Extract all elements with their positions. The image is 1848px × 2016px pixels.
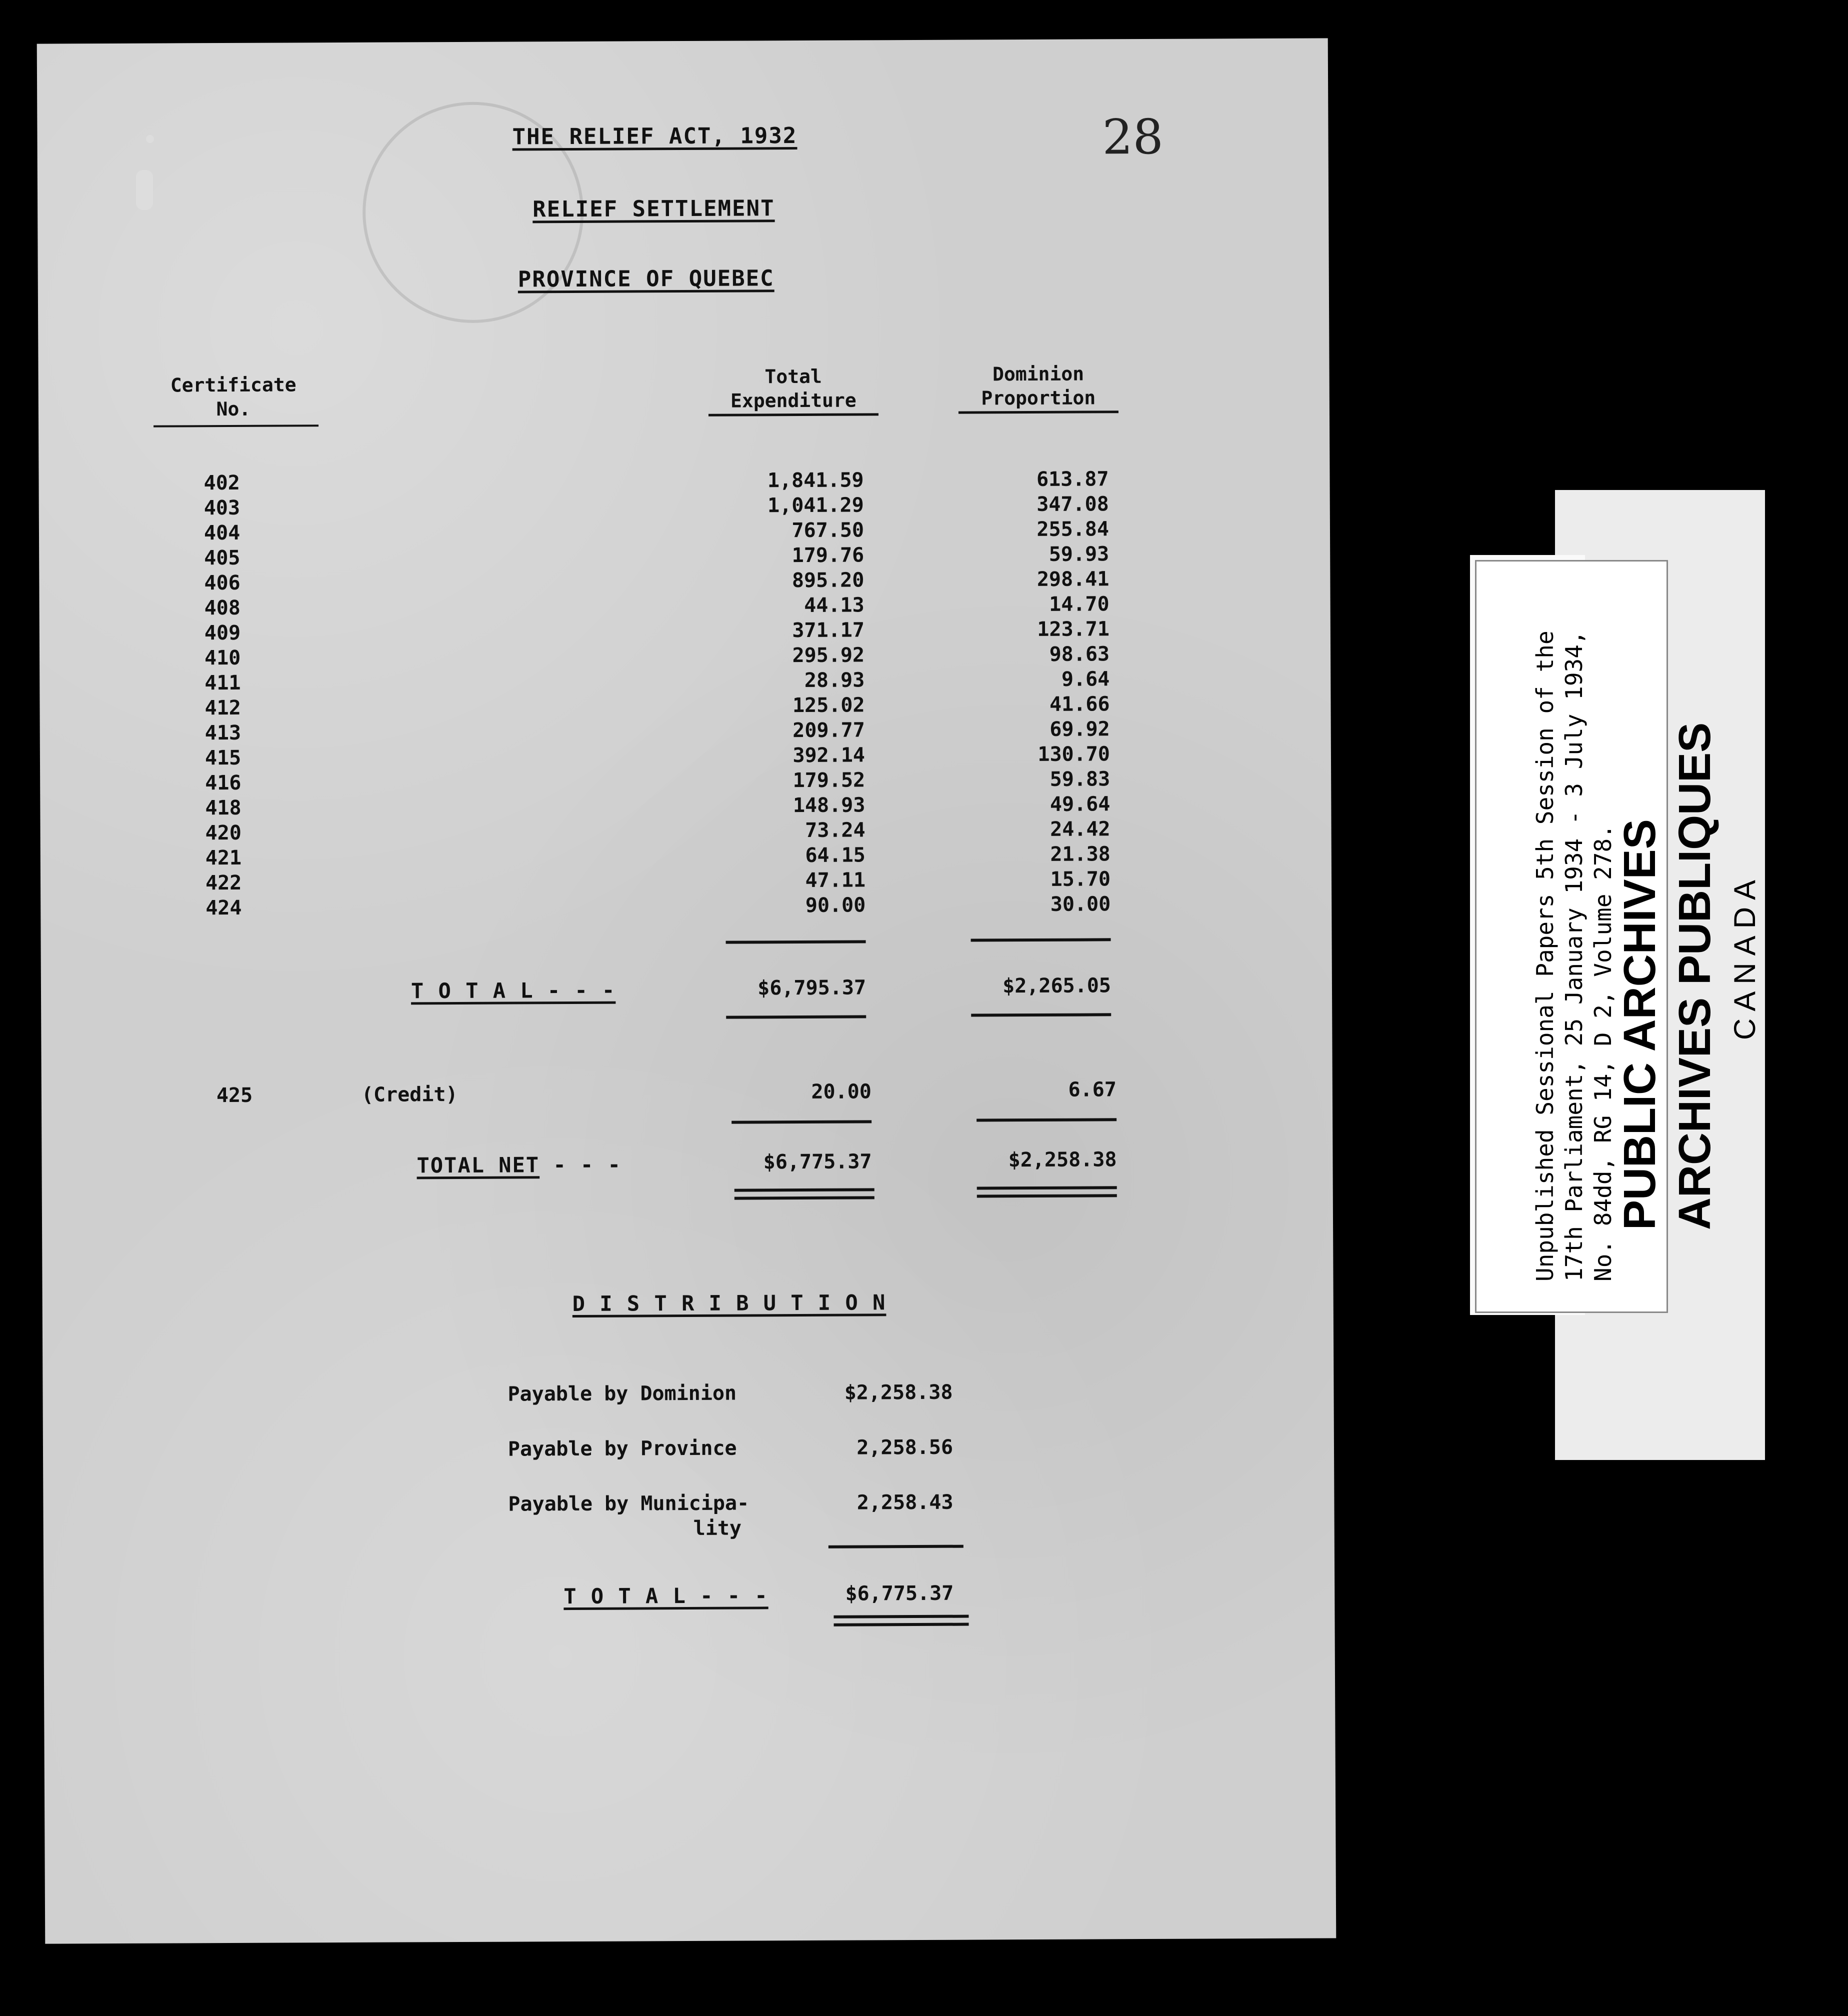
certificate-number: 413 (204, 721, 242, 745)
microfilm-note (1530, 630, 1618, 1282)
total-expenditure-header-line1: Total (764, 365, 822, 388)
dist-label-municipality (508, 1490, 749, 1542)
total-label (411, 978, 616, 1004)
total-expenditure-sum: $6,795.37 (758, 976, 866, 1000)
credit-rule-right (976, 1118, 1116, 1122)
total-net-expenditure: $6,775.37 (763, 1150, 872, 1174)
certificate-number: 412 (204, 696, 241, 720)
certificate-number: 405 (204, 546, 240, 570)
dist-double-rule-2 (834, 1623, 969, 1626)
dominion-proportion-value: 49.64 (1050, 792, 1110, 816)
total-expenditure-header-line2: Expenditure (708, 388, 878, 416)
net-double-rule-1-left (734, 1188, 874, 1192)
certificate-header-rule (154, 424, 318, 427)
dominion-proportion-column (964, 466, 1110, 917)
credit-dominion: 6.67 (1068, 1078, 1116, 1102)
total-dominion-sum: $2,265.05 (1002, 974, 1112, 998)
dominion-proportion-value: 59.93 (1048, 542, 1110, 566)
dominion-proportion-value: 613.87 (1036, 468, 1109, 491)
certificate-header (154, 372, 314, 421)
dominion-proportion-value: 41.66 (1049, 692, 1110, 716)
net-double-rule-1-right (977, 1186, 1117, 1190)
net-double-rule-2-left (734, 1196, 874, 1200)
total-rule-bottom-left (726, 1015, 866, 1018)
total-expenditure-value: 392.14 (792, 744, 866, 768)
act-title: THE RELIEF ACT, 1932 (512, 123, 798, 150)
dominion-proportion-value: 98.63 (1049, 642, 1110, 666)
total-net-dominion: $2,258.38 (1008, 1148, 1117, 1172)
province-title: PROVINCE OF QUEBEC (518, 266, 774, 292)
dominion-proportion-header (958, 362, 1118, 414)
total-expenditure-value: 179.76 (792, 544, 864, 568)
microfilm-note-line2: 17th Parliament, 25 January 1934 - 3 July 1934, (1560, 630, 1588, 1282)
certificate-number: 424 (206, 896, 242, 920)
total-expenditure-value: 28.93 (804, 668, 865, 692)
dominion-proportion-value: 9.64 (1061, 668, 1110, 691)
certificate-number: 402 (204, 471, 240, 495)
microfilm-note-line3: No. 84dd, RG 14, D 2, Volume 278. (1590, 824, 1616, 1282)
dominion-proportion-value: 255.84 (1036, 518, 1110, 541)
total-expenditure-value: 47.11 (805, 868, 866, 892)
dominion-proportion-value: 69.92 (1050, 718, 1110, 741)
certificate-number: 408 (204, 596, 240, 620)
total-expenditure-value: 90.00 (805, 894, 866, 917)
certificate-number: 411 (204, 671, 241, 695)
total-rule-bottom-right (971, 1013, 1111, 1016)
certificate-column (204, 470, 266, 921)
dist-total-label: T O T A L - - - (564, 1583, 768, 1609)
dominion-proportion-value: 123.71 (1037, 618, 1110, 641)
dominion-proportion-value: 130.70 (1038, 742, 1110, 766)
dist-label-municipality-line1: Payable by Municipa- (508, 1492, 750, 1516)
microfilm-note-line1: Unpublished Sessional Papers 5th Session of the (1532, 630, 1558, 1282)
certificate-number: 421 (205, 846, 242, 870)
dist-amount-dominion: $2,258.38 (844, 1380, 953, 1404)
total-expenditure-value: 895.20 (792, 568, 864, 592)
dominion-proportion-header-line1: Dominion (992, 362, 1084, 386)
dominion-proportion-header-line2: Proportion (958, 386, 1118, 414)
dist-amount-province: 2,258.56 (856, 1436, 954, 1460)
dominion-proportion-value: 30.00 (1050, 892, 1111, 916)
total-expenditure-value: 767.50 (792, 518, 864, 542)
document-page (37, 38, 1336, 1944)
total-expenditure-value: 179.52 (792, 768, 866, 792)
total-expenditure-value: 125.02 (792, 694, 865, 718)
total-rule-top-right (971, 938, 1111, 942)
dominion-proportion-value: 59.83 (1050, 768, 1110, 791)
net-double-rule-2-right (977, 1194, 1117, 1198)
certificate-number: 410 (204, 646, 241, 670)
certificate-number: 416 (205, 771, 242, 795)
total-net-label-main: TOTAL NET (416, 1152, 540, 1178)
total-expenditure-value: 64.15 (805, 844, 866, 867)
total-expenditure-value: 1,841.59 (767, 468, 864, 492)
dist-label-province: Payable by Province (508, 1436, 737, 1461)
credit-label: (Credit) (361, 1082, 458, 1106)
archive-line-canada: CANADA (1728, 872, 1762, 1040)
total-expenditure-value: 295.92 (792, 644, 865, 668)
certificate-number: 422 (205, 871, 242, 895)
archive-logo-text (1612, 722, 1768, 1230)
total-net-label (416, 1152, 622, 1178)
total-expenditure-value: 44.13 (804, 594, 864, 617)
certificate-number: 406 (204, 571, 240, 595)
credit-rule-left (732, 1120, 872, 1124)
total-expenditure-value: 1,041.29 (768, 494, 864, 518)
certificate-number: 404 (204, 521, 240, 545)
dist-label-municipality-line2: lity (693, 1516, 742, 1540)
page-number: 28 (1102, 108, 1164, 166)
certificate-header-line2: No. (216, 398, 251, 420)
total-expenditure-header (708, 364, 878, 416)
credit-total: 20.00 (811, 1080, 872, 1104)
total-expenditure-column (708, 468, 866, 918)
settlement-title: RELIEF SETTLEMENT (532, 196, 775, 222)
certificate-number: 403 (204, 496, 240, 520)
dist-total-amount: $6,775.37 (845, 1582, 954, 1606)
dominion-proportion-value: 347.08 (1036, 492, 1109, 516)
dominion-proportion-value: 15.70 (1050, 868, 1111, 891)
dominion-proportion-value: 298.41 (1036, 568, 1110, 591)
dist-double-rule-1 (834, 1615, 968, 1618)
dist-total-rule (828, 1545, 964, 1548)
certificate-number: 420 (205, 821, 242, 845)
certificate-header-line1: Certificate (170, 374, 296, 396)
dist-label-dominion: Payable by Dominion (508, 1382, 737, 1406)
dominion-proportion-value: 24.42 (1050, 818, 1110, 841)
total-expenditure-value: 371.17 (792, 618, 864, 642)
small-mark (146, 135, 154, 143)
credit-certificate: 425 (216, 1084, 253, 1108)
certificate-number: 415 (204, 746, 242, 770)
total-expenditure-value: 209.77 (792, 718, 865, 742)
certificate-number: 418 (205, 796, 242, 820)
dist-amount-municipality: 2,258.43 (856, 1490, 954, 1514)
dominion-proportion-value: 21.38 (1050, 842, 1110, 866)
total-net-label-dashes: - - - (553, 1152, 622, 1178)
total-expenditure-value: 148.93 (792, 794, 866, 818)
punch-mark (136, 170, 153, 210)
total-rule-top-left (726, 940, 866, 944)
total-expenditure-value: 73.24 (805, 818, 866, 842)
dominion-proportion-value: 14.70 (1049, 592, 1110, 616)
archive-line-publiques: ARCHIVES PUBLIQUES (1670, 722, 1720, 1230)
certificate-number: 409 (204, 621, 241, 645)
archive-line-public: PUBLIC ARCHIVES (1615, 819, 1665, 1230)
distribution-heading: D I S T R I B U T I O N (572, 1290, 886, 1316)
total-label-text: T O T A L - - - (410, 978, 616, 1004)
